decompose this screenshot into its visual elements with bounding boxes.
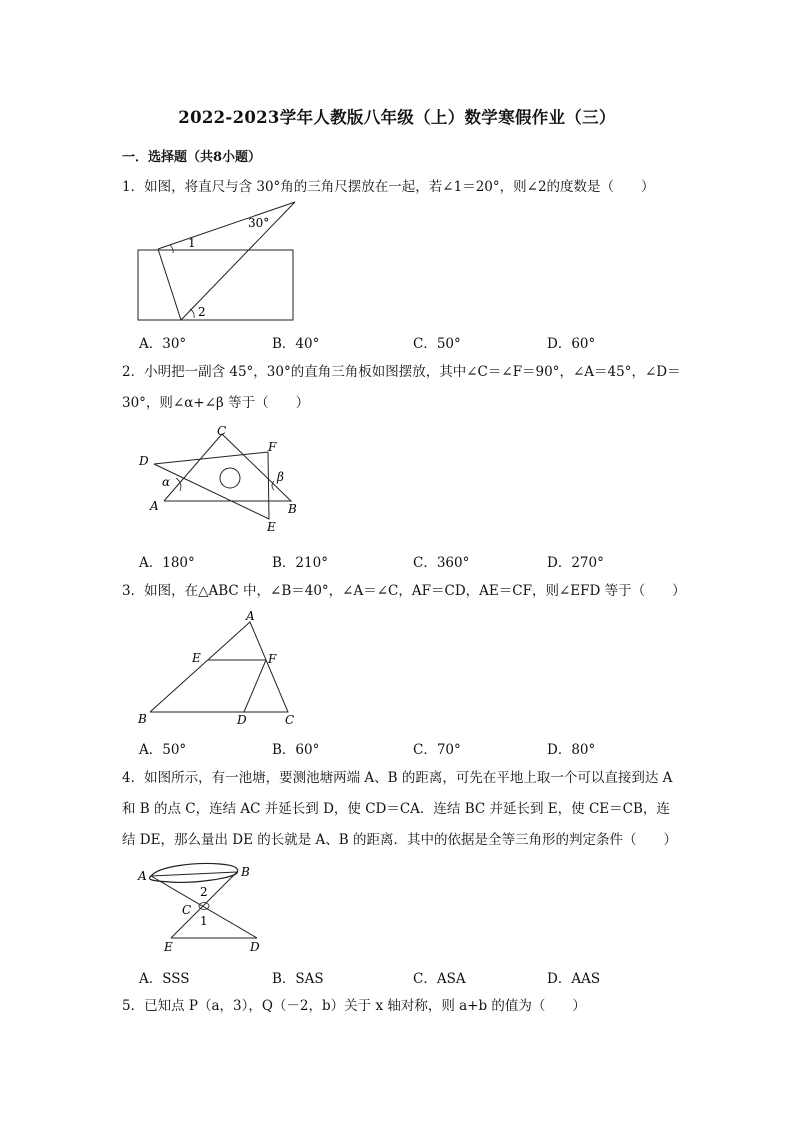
option-b[interactable]: B．40° <box>272 336 320 352</box>
option-b[interactable]: B．60° <box>272 742 320 758</box>
option-b[interactable]: B．210° <box>272 555 328 571</box>
segment-fd <box>244 660 266 712</box>
option-c[interactable]: C．360° <box>413 555 470 571</box>
option-c[interactable]: C．50° <box>413 336 461 352</box>
option-a[interactable]: A．50° <box>139 742 187 758</box>
segment-ab <box>151 872 237 876</box>
label-e: E <box>164 940 173 954</box>
label-angle-2: 2 <box>198 305 206 319</box>
option-d[interactable]: D．AAS <box>547 971 601 987</box>
triangle-abc <box>150 622 288 712</box>
triangle-def <box>154 452 269 519</box>
section-heading: 一．选择题（共8小题） <box>122 150 262 165</box>
label-e: E <box>267 520 276 534</box>
option-c[interactable]: C．70° <box>413 742 461 758</box>
triangle-ruler <box>158 202 295 320</box>
question-3-text: 3．如图，在△ABC 中，∠B＝40°，∠A＝∠C，AF＝CD，AE＝CF，则∠EFD 等于（ ） <box>122 583 686 599</box>
question-1-options <box>139 332 699 352</box>
label-angle-2: 2 <box>200 885 208 899</box>
question-1-text: 1．如图，将直尺与含 30°角的三角尺摆放在一起，若∠1＝20°，则∠2的度数是（ ） <box>122 179 655 195</box>
option-a[interactable]: A．30° <box>139 336 187 352</box>
question-5-text: 5．已知点 P（a，3），Q（－2，b）关于 x 轴对称，则 a+b 的值为（ ） <box>122 998 586 1014</box>
question-4-options <box>139 967 699 987</box>
option-d[interactable]: D．60° <box>547 336 596 352</box>
label-e: E <box>192 651 201 665</box>
question-3-options <box>139 738 699 758</box>
option-d[interactable]: D．270° <box>547 555 604 571</box>
question-4-figure <box>134 858 274 958</box>
angle-1-arc <box>170 245 173 253</box>
option-a[interactable]: A．180° <box>139 555 195 571</box>
label-d: D <box>250 940 260 954</box>
question-2-figure <box>134 422 314 537</box>
label-b: B <box>138 712 147 726</box>
label-b: B <box>241 865 250 879</box>
label-a: A <box>150 499 159 513</box>
label-b: B <box>288 502 297 516</box>
label-c: C <box>217 424 227 438</box>
option-b[interactable]: B．SAS <box>272 971 324 987</box>
label-f: F <box>268 652 277 666</box>
label-angle-1: 1 <box>188 236 196 250</box>
option-d[interactable]: D．80° <box>547 742 596 758</box>
page-title: 2022-2023学年人教版八年级（上）数学寒假作业（三） <box>178 108 616 127</box>
label-angle-1: 1 <box>200 914 208 928</box>
question-3-figure <box>134 606 304 726</box>
label-d: D <box>139 454 149 468</box>
label-30deg: 30° <box>248 216 270 230</box>
label-alpha: α <box>162 475 171 489</box>
center-hole <box>220 468 240 488</box>
label-c: C <box>182 903 192 917</box>
option-c[interactable]: C．ASA <box>413 971 466 987</box>
option-a[interactable]: A．SSS <box>139 971 190 987</box>
label-c: C <box>285 713 295 727</box>
question-1-figure <box>130 196 310 326</box>
label-d: D <box>237 713 247 727</box>
question-4-text: 4．如图所示，有一池塘，要测池塘两端 A、B 的距离，可先在平地上取一个可以直接到达 A 和 B 的点 C，连结 AC 并延长到 D，使 CD＝CA．连结 BC 并延长到 E，使 CE＝CB，连结 DE，那么量出 DE 的长就是 A、B 的距离．其中的依据是全等三角形的判定条件（ ） <box>122 770 677 848</box>
question-2-text: 2．小明把一副含 45°，30°的直角三角板如图摆放，其中∠C＝∠F＝90°，∠A＝45°，∠D＝30°，则∠α+∠β 等于（ ） <box>122 364 681 411</box>
question-2-options <box>139 551 699 571</box>
angle-marks <box>199 903 209 910</box>
label-a: A <box>246 609 255 623</box>
label-a: A <box>138 869 147 883</box>
label-beta: β <box>277 470 284 484</box>
label-f: F <box>268 440 277 454</box>
